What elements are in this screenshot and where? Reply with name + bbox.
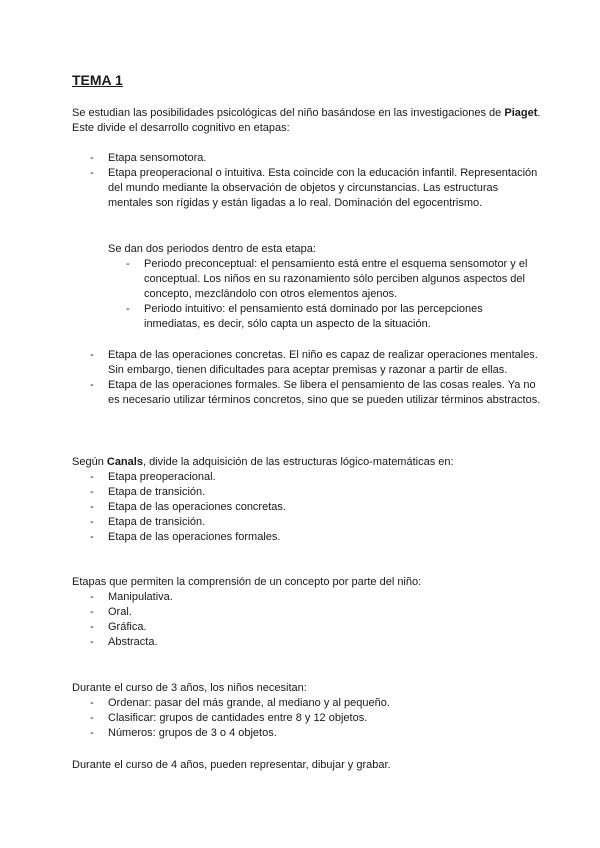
list-item: - Etapa de las operaciones concretas. bbox=[72, 500, 542, 515]
list-item: - Etapa preoperacional. bbox=[72, 470, 542, 485]
intro-period: . bbox=[537, 107, 541, 119]
list-item: - Ordenar: pasar del más grande, al mediano y al pequeño. bbox=[72, 696, 542, 711]
period-list bbox=[108, 257, 542, 332]
comprension-section bbox=[72, 575, 542, 650]
canals-list bbox=[72, 470, 542, 545]
list-item: - Periodo preconceptual: el pensamiento está entre el esquema sensomotor y el conceptual. Los niños en su razonamiento sólo perciben algunos aspectos del concepto, mezclándolo con otros elementos ajenos. bbox=[108, 257, 542, 302]
list-item: - Oral. bbox=[72, 605, 542, 620]
list-item: - Etapa sensomotora. bbox=[72, 151, 542, 166]
list-item: - Etapa de las operaciones concretas. El niño es capaz de realizar operaciones mentales. Sin embargo, tienen dificultades para aceptar premisas y razonar a partir de ellas. bbox=[72, 348, 542, 378]
canals-section bbox=[72, 455, 542, 545]
canals-intro-post: , divide la adquisición de las estructuras lógico-matemáticas en: bbox=[142, 456, 454, 468]
curso3-intro: Durante el curso de 3 años, los niños necesitan: bbox=[72, 682, 307, 694]
list-item: - Gráfica. bbox=[72, 620, 542, 635]
list-item: - Periodo intuitivo: el pensamiento está dominado por las percepciones inmediatas, es decir, sólo capta un aspecto de la situación. bbox=[108, 302, 542, 332]
curso4-text: Durante el curso de 4 años, pueden representar, dibujar y grabar. bbox=[72, 759, 391, 771]
canals-intro bbox=[72, 455, 542, 470]
piaget-stages bbox=[72, 151, 542, 211]
page-title: TEMA 1 bbox=[72, 72, 123, 88]
curso3-list bbox=[72, 696, 542, 741]
curso4-section bbox=[72, 758, 542, 773]
list-item: - Etapa de transición. bbox=[72, 515, 542, 530]
periods-section bbox=[72, 242, 542, 332]
comprension-list bbox=[72, 590, 542, 650]
curso3-section bbox=[72, 681, 542, 741]
canals-name: Canals bbox=[106, 456, 143, 468]
periods-intro: Se dan dos periodos dentro de esta etapa: bbox=[108, 243, 316, 255]
list-item: - Etapa de las operaciones formales. bbox=[72, 530, 542, 545]
list-item: - Etapa de transición. bbox=[72, 485, 542, 500]
list-item: - Números: grupos de 3 o 4 objetos. bbox=[72, 726, 542, 741]
list-item: - Abstracta. bbox=[72, 635, 542, 650]
intro-text: Se estudian las posibilidades psicológicas del niño basándose en las investigaciones de bbox=[72, 107, 502, 119]
piaget-stage-list-cont bbox=[72, 348, 542, 408]
canals-intro-pre: Según bbox=[72, 456, 104, 468]
stage-text: Etapa preoperacional o intuitiva. Esta coincide con la educación infantil. Representación del mundo mediante la observación de objetos y circunstancias. Las estructuras mentales son rígidas y están ligadas a lo real. Dominación del egocentrismo. bbox=[108, 167, 538, 209]
piaget-stage-list bbox=[72, 151, 542, 211]
comprension-intro: Etapas que permiten la comprensión de un concepto por parte del niño: bbox=[72, 576, 422, 588]
piaget-name: Piaget bbox=[504, 107, 538, 119]
intro-line2: Este divide el desarrollo cognitivo en etapas: bbox=[72, 122, 290, 134]
list-item: - Etapa de las operaciones formales. Se libera el pensamiento de las cosas reales. Ya no es necesario utilizar términos concretos, sino que se pueden utilizar términos abstractos. bbox=[72, 378, 542, 408]
list-item: - Manipulativa. bbox=[72, 590, 542, 605]
list-item bbox=[72, 166, 542, 211]
intro-section bbox=[72, 106, 542, 136]
piaget-stages-cont bbox=[72, 348, 542, 408]
list-item: - Clasificar: grupos de cantidades entre 8 y 12 objetos. bbox=[72, 711, 542, 726]
intro-paragraph bbox=[72, 106, 542, 121]
